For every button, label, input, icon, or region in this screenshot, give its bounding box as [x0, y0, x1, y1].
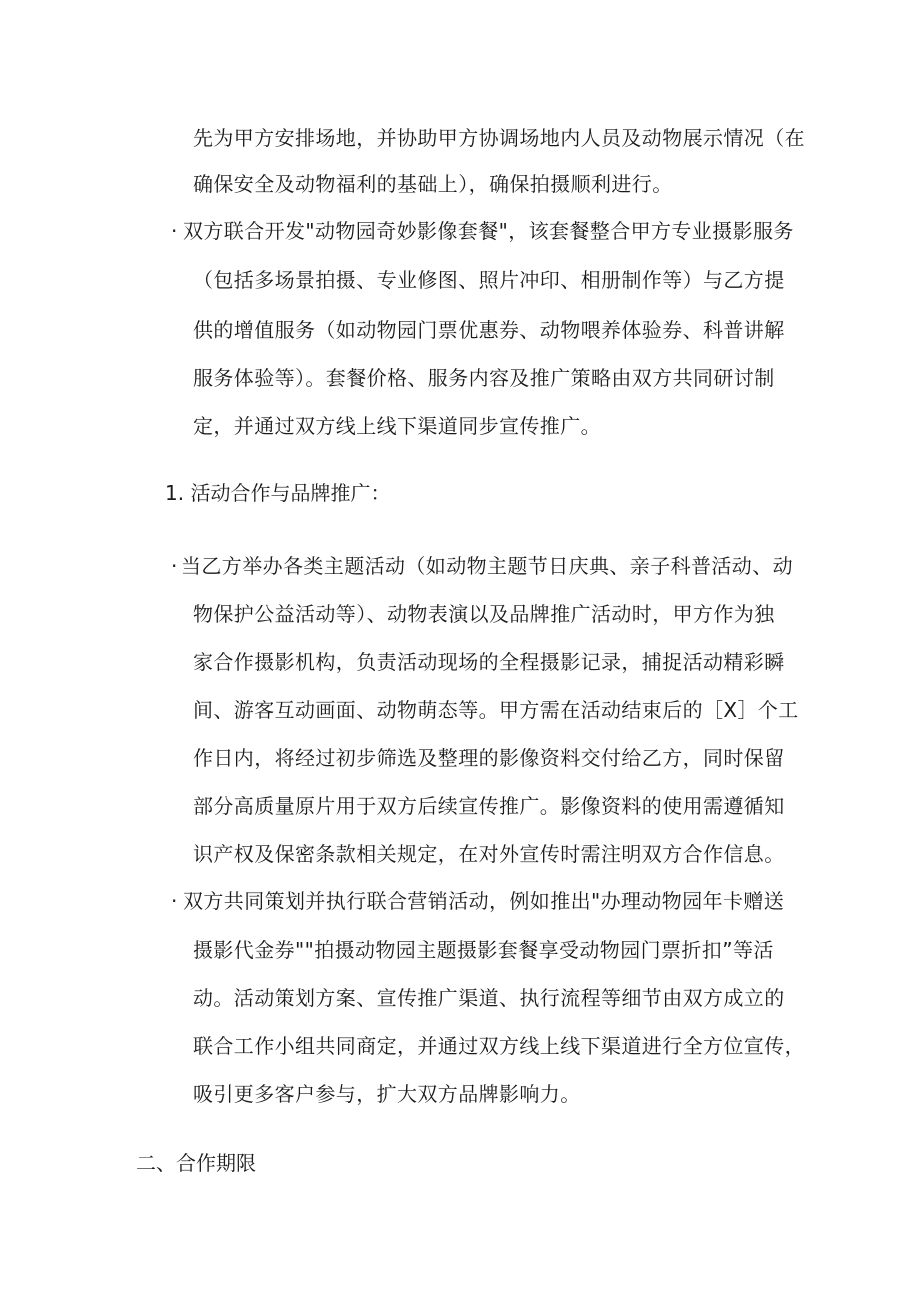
text-line: 双方共同策划并执行联合营销活动，例如推出"办理动物园年卡赠送: [183, 889, 785, 913]
text-line: 双方联合开发"动物园奇妙影像套餐"，该套餐整合甲方专业摄影服务: [183, 219, 794, 243]
bullet-marker: ·: [171, 219, 178, 243]
text-line: 定，并通过双方线上线下渠道同步宣传推广。: [193, 414, 601, 438]
text-line: 识产权及保密条款相关规定，在对外宣传时需注明双方合作信息。: [193, 842, 785, 866]
text-line: 间、游客互动画面、动物萌态等。甲方需在活动结束后的［X］个工: [193, 698, 799, 722]
bullet-marker: ·: [171, 554, 178, 578]
text-line: 联合工作小组共同商定，并通过双方线上线下渠道进行全方位宣传，: [193, 1034, 805, 1058]
text-line: 供的增值服务（如动物园门票优惠券、动物喂养体验券、科普讲解: [193, 318, 785, 342]
section-heading: 1. 活动合作与品牌推广：: [165, 481, 391, 505]
text-line: 服务体验等）。套餐价格、服务内容及推广策略由双方共同研讨制: [193, 366, 775, 390]
text-line: 作日内，将经过初步筛选及整理的影像资料交付给乙方，同时保留: [193, 746, 785, 770]
text-line: 摄影代金券""拍摄动物园主题摄影套餐享受动物园门票折扣”等活: [193, 938, 774, 962]
text-line: 动。活动策划方案、宣传推广渠道、执行流程等细节由双方成立的: [193, 986, 785, 1010]
text-line: 确保安全及动物福利的基础上），确保拍摄顺利进行。: [193, 172, 673, 196]
text-line: （包括多场景拍摄、专业修图、照片冲印、相册制作等）与乙方提: [193, 268, 785, 292]
text-line: 当乙方举办各类主题活动（如动物主题节日庆典、亲子科普活动、动: [181, 554, 793, 578]
text-line: 家合作摄影机构，负责活动现场的全程摄影记录，捕捉活动精彩瞬: [193, 650, 785, 674]
bullet-marker: ·: [171, 889, 178, 913]
text-line: 物保护公益活动等）、动物表演以及品牌推广活动时，甲方作为独: [193, 602, 775, 626]
text-line: 吸引更多客户参与，扩大双方品牌影响力。: [193, 1082, 581, 1106]
text-line: 部分高质量原片用于双方后续宣传推广。影像资料的使用需遵循知: [193, 794, 785, 818]
section-heading: 二、合作期限: [136, 1151, 256, 1175]
text-line: 先为甲方安排场地，并协助甲方协调场地内人员及动物展示情况（在: [193, 126, 805, 150]
